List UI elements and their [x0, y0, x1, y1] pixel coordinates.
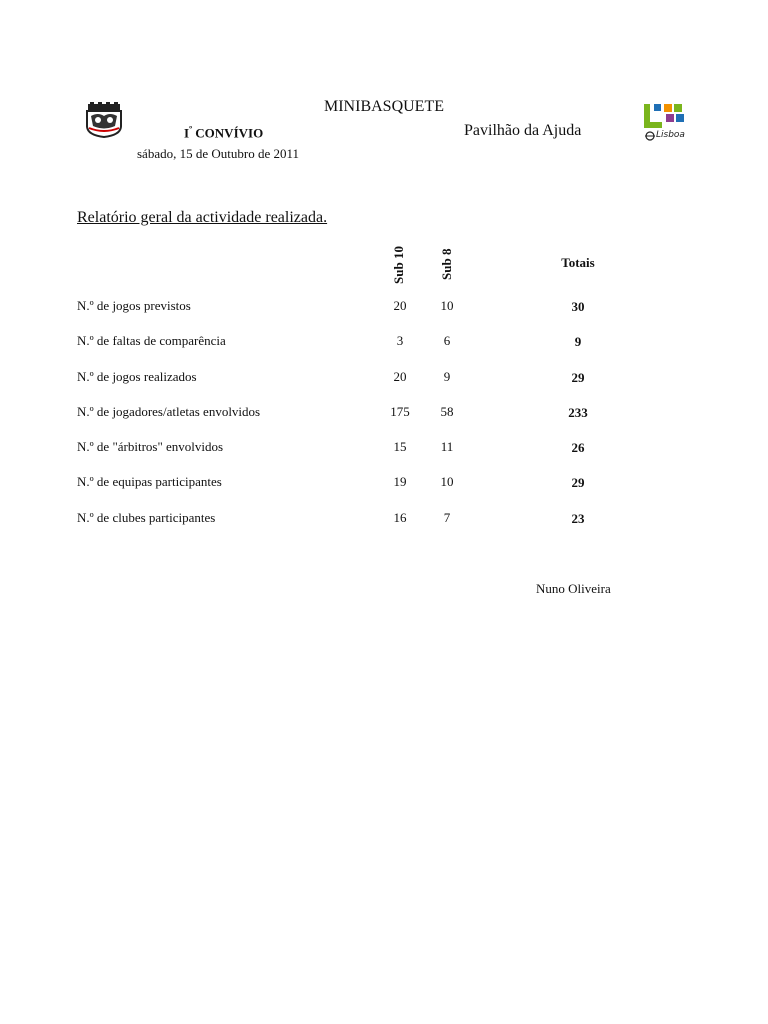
document-title: MINIBASQUETE	[324, 98, 444, 115]
table-row	[0, 333, 768, 353]
table-row	[0, 439, 768, 459]
total-value: 30	[571, 299, 585, 314]
sub8-value: 6	[443, 333, 451, 348]
sub8-value: 11	[440, 439, 454, 454]
sub8-value: 10	[440, 474, 454, 489]
sub10-value: 20	[393, 298, 407, 313]
row-label: N.º de equipas participantes	[77, 474, 222, 489]
table-row	[0, 474, 768, 494]
sub8-value: 9	[443, 369, 451, 384]
column-header-sub8: Sub 8	[439, 248, 454, 280]
sub8-value: 7	[443, 510, 451, 525]
row-label: N.º de clubes participantes	[77, 510, 216, 525]
sub8-value: 10	[440, 298, 454, 313]
venue-name: Pavilhão da Ajuda	[464, 122, 582, 139]
total-value: 23	[571, 511, 585, 526]
table-row	[0, 510, 768, 530]
row-label: N.º de faltas de comparência	[77, 333, 226, 348]
sub8-value: 58	[440, 404, 454, 419]
sub10-value: 20	[393, 369, 407, 384]
sub10-value: 19	[393, 474, 407, 489]
row-label: N.º de jogos previstos	[77, 298, 191, 313]
row-label: N.º de jogadores/atletas envolvidos	[77, 404, 261, 419]
signature-name: Nuno Oliveira	[536, 581, 611, 596]
table-row	[0, 404, 768, 424]
lisboa-logo-text: Lisboa	[656, 130, 685, 140]
total-value: 233	[568, 405, 588, 420]
sub10-value: 15	[393, 439, 407, 454]
lisboa-logo	[642, 102, 690, 142]
row-label: N.º de "árbitros" envolvidos	[77, 439, 224, 454]
total-value: 9	[574, 334, 582, 349]
total-value: 29	[571, 370, 585, 385]
report-heading: Relatório geral da actividade realizada.	[77, 209, 328, 226]
total-value: 26	[571, 440, 585, 455]
event-date: sábado, 15 de Outubro de 2011	[137, 146, 299, 161]
event-name: $I^º$ CONVÍVIO	[184, 124, 264, 141]
sub10-value: 175	[390, 404, 410, 419]
sub10-value: 16	[393, 510, 407, 525]
sub10-value: 3	[396, 333, 404, 348]
total-value: 29	[571, 475, 585, 490]
column-header-totals: Totais	[561, 255, 595, 270]
table-row	[0, 369, 768, 389]
table-row	[0, 298, 768, 318]
column-header-sub10: Sub 10	[391, 246, 406, 284]
row-label: N.º de jogos realizados	[77, 369, 197, 384]
